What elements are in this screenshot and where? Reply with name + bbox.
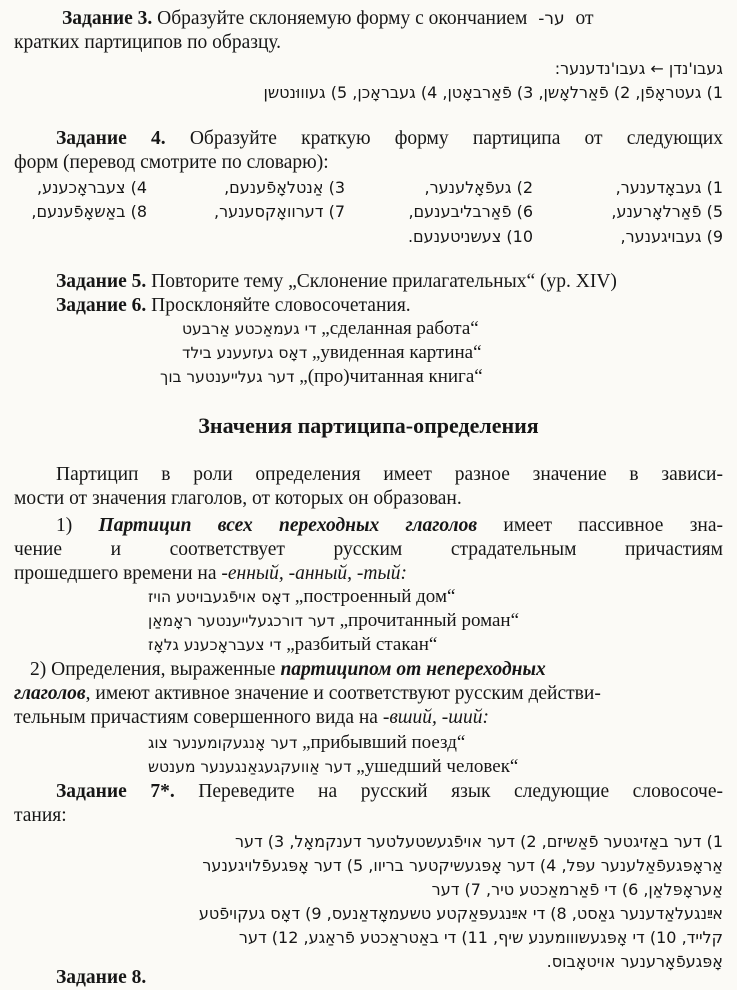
point2-line1 xyxy=(30,658,546,682)
point2-example xyxy=(148,732,465,754)
task4-item: 1) געבאָדענער, xyxy=(615,178,723,197)
point1-example xyxy=(148,634,437,656)
point1-line2: чение и соответствует русским страдательным причастиям xyxy=(14,539,723,560)
task3-items: 1) געטראָפֿן, 2) פֿאַרלאָשן, 3) פֿאַרבאָטן, 4) געבראָכן, 5) געוווּנטשן xyxy=(263,83,723,102)
example-yi: דאָס אויפֿגעבויטע הויז xyxy=(148,588,291,606)
task4-item: 4) צעבראָכענע, xyxy=(37,178,147,197)
task8-partial: Задание 8. xyxy=(56,967,147,988)
task7-label: Задание 7*. xyxy=(56,781,175,802)
task7-phrases-line: אַעראָפּלאַן, 6) די פֿאַרמאַכטע טיר, 7) דער xyxy=(431,880,723,899)
task4-item: 3) אַנטלאָפֿענעם, xyxy=(224,178,345,197)
task3-text-b: от xyxy=(570,8,594,29)
task3-label: Задание 3. xyxy=(62,8,153,29)
example-ru: „построенный дом“ xyxy=(294,586,456,607)
task6-phrase-yi: דער געלייענטער בוך xyxy=(160,368,295,386)
point2-bold: партиципом от непереходных xyxy=(280,659,546,680)
task7-phrases-line: אײַנגעלאַדענער גאַסט, 8) די אײַנגעפּאַקטע טשעמאָדאַנעס, 9) דאָס געקויפֿטע xyxy=(198,904,723,923)
task4-item: 5) פֿאַרלאָרענע, xyxy=(611,202,723,221)
task6-phrase-ru: „(про)читанная книга“ xyxy=(299,366,483,387)
task3-ending: ער- xyxy=(538,9,565,29)
point1-rest: имеет пассивное зна- xyxy=(477,515,723,536)
task7-text: Переведите на русский язык следующие словосоче- xyxy=(174,781,723,802)
point2-line2-b: , имеют активное значение и соответствуют русским действи- xyxy=(85,683,601,704)
task7-phrases-line: קלייד, 10) די אָפּגעשווומענע שיף, 11) די באַטראַכטע פֿראַגע, 12) דער xyxy=(238,928,723,947)
point2-line3-a: тельным причастиям совершенного вида на xyxy=(14,707,378,728)
example-yi: דער דורכגעלייענטער ראָמאַן xyxy=(148,612,335,630)
task5-label: Задание 5. xyxy=(56,271,147,292)
example-yi: דער אָנגעקומענער צוג xyxy=(148,734,298,752)
example-ru: „прибывший поезд“ xyxy=(302,732,466,753)
task4-item: 6) פֿאַרבליבענעם, xyxy=(408,202,533,221)
task6-phrase xyxy=(182,342,482,364)
section-title: Значения партиципа-определения xyxy=(198,413,539,438)
point1-line3 xyxy=(14,562,407,586)
task7-phrases-line: אַראָפּגעפֿאַלענער עפּל, 4) דער אָפּגעשיקטער בריוו, 5) דער אָפּגעפֿלויגענער xyxy=(202,856,723,875)
example-yi: די צעבראָכענע גלאָז xyxy=(148,636,282,654)
task6-phrase-yi: די געמאַכטע אַרבעט xyxy=(182,320,317,338)
point1-example xyxy=(148,610,519,632)
task7-phrases-line: אָפּגעפֿאָרענער אויטאָבוס. xyxy=(546,952,723,971)
task5-heading xyxy=(56,270,617,294)
task6-phrase-ru: „сделанная работа“ xyxy=(321,318,479,339)
task3-text: Образуйте склоняемую форму с окончанием xyxy=(152,8,528,29)
task6-phrase-yi: דאָס געזעענע בילד xyxy=(182,344,308,362)
task3-sample: געבו'נדן ← געבו'נדענער: xyxy=(554,59,723,78)
task4-item: 10) צעשניטענעם. xyxy=(407,227,533,246)
intro-line1: Партицип в роли определения имеет разное значение в зависи- xyxy=(56,464,723,485)
task7-line2: тания: xyxy=(14,805,67,826)
example-ru: „прочитанный роман“ xyxy=(339,610,520,631)
task4-text: Образуйте краткую форму партиципа от следующих xyxy=(165,128,723,149)
example-ru: „разбитый стакан“ xyxy=(286,634,438,655)
point2-line2 xyxy=(14,682,601,706)
task5-text: Повторите тему „Склонение прилагательных“ (ур. XIV) xyxy=(146,271,617,292)
task6-heading xyxy=(56,294,411,318)
example-yi: דער אַוועקגעגאַנגענער מענטש xyxy=(148,758,352,776)
example-ru: „ушедший человек“ xyxy=(356,756,519,777)
task6-phrase-ru: „увиденная картина“ xyxy=(311,342,482,363)
task4-item: 8) באַשאָפֿענעם, xyxy=(31,202,147,221)
task6-text: Просклоняйте словосочетания. xyxy=(146,295,411,316)
task4-item: 7) דערוואָקסענער, xyxy=(214,202,345,221)
point2-line1-a: 2) Определения, выраженные xyxy=(30,659,281,680)
intro-line2: мости от значения глаголов, от которых он образован. xyxy=(14,488,462,509)
task4-heading xyxy=(56,127,723,151)
task7-heading xyxy=(56,780,723,804)
point1-suffixes: -енный, -анный, -тый: xyxy=(216,563,407,584)
task4-line2: форм (перевод смотрите по словарю): xyxy=(14,152,329,173)
point1-example xyxy=(148,586,455,608)
task6-label: Задание 6. xyxy=(56,295,147,316)
point1-bold: Партицип всех переходных глаголов xyxy=(72,515,478,536)
task3-line2: кратких партиципов по образцу. xyxy=(14,32,282,53)
task6-phrase xyxy=(160,366,483,388)
point1-num: 1) xyxy=(56,515,73,536)
task7-phrases-line: 1) דער באַזיגטער פֿאַשיזם, 2) דער אויפֿגעשטעלטער דענקמאָל, 3) דער xyxy=(234,832,723,851)
task4-item: 9) געבויגענער, xyxy=(620,227,723,246)
point1-line3-a: прошедшего времени на xyxy=(14,563,217,584)
point2-bold-2: глаголов xyxy=(14,683,86,704)
task6-phrase xyxy=(182,318,479,340)
point1-line1 xyxy=(56,514,723,538)
task4-item: 2) געפֿאָלענער, xyxy=(424,178,533,197)
task3-heading xyxy=(62,7,594,31)
task4-label: Задание 4. xyxy=(56,128,166,149)
point2-example xyxy=(148,756,518,778)
point2-line3 xyxy=(14,706,489,730)
point2-suffixes: -вший, -ший: xyxy=(377,707,489,728)
